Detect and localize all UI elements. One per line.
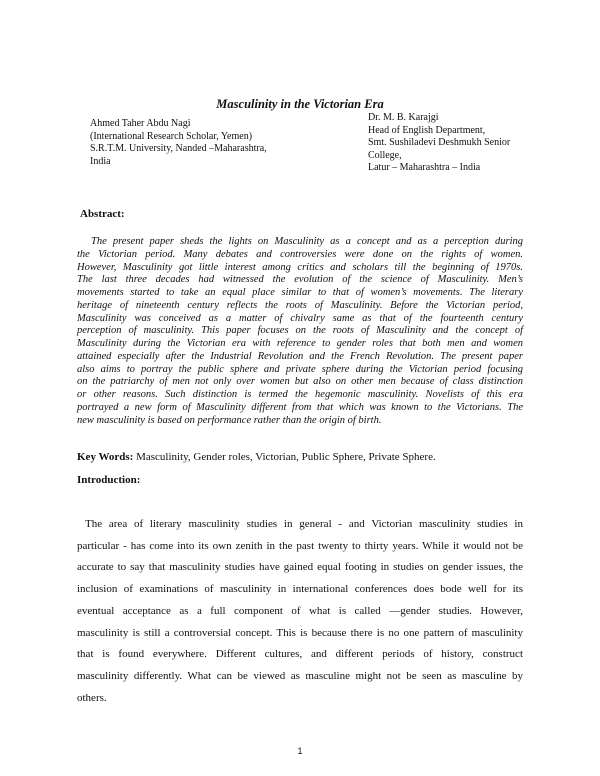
text-line: masculinity is still a controversial concept. This is because there is no one pattern of masculinity bbox=[77, 626, 523, 639]
text-line: also aims to portray the public sphere and private sphere during the Victorian period focusing bbox=[77, 363, 523, 375]
text-line: heritage of nineteenth century reflects the roots of Masculinity. Before the Victorian period, bbox=[77, 299, 523, 311]
text-line: masculinity differently. What can be viewed as masculine might not be seen as masculine by bbox=[77, 669, 523, 682]
author-line: Dr. M. B. Karajgi bbox=[368, 112, 439, 123]
text-line: The present paper sheds the lights on Masculinity as a concept and as a perception during bbox=[91, 236, 523, 247]
keywords bbox=[77, 451, 436, 463]
author-line: (International Research Scholar, Yemen) bbox=[90, 130, 253, 142]
introduction-heading: Introduction: bbox=[77, 474, 141, 486]
text-line: inclusion of examinations of masculinity in international conferences does bode well for its bbox=[77, 583, 523, 596]
text-line: perception of masculinity. This paper focuses on the roots of Masculinity and the concept of bbox=[77, 325, 523, 337]
text-line: Masculinity during the Victorian era with reference to gender roles that both men and women bbox=[77, 338, 523, 349]
keywords-text: Masculinity, Gender roles, Victorian, Public Sphere, Private Sphere. bbox=[133, 451, 436, 463]
author-left-block bbox=[90, 118, 267, 168]
author-line: Latur – Maharashtra – India bbox=[368, 162, 481, 174]
text-line: eventual acceptance as a full component of what is called ―gender studies. However, bbox=[77, 604, 523, 617]
abstract-paragraph bbox=[77, 236, 523, 427]
author-line: India bbox=[90, 155, 111, 167]
text-line: Masculinity was conceived as a matter of chivalry same as that of the fourteenth century bbox=[77, 312, 523, 324]
abstract-heading: Abstract: bbox=[80, 208, 125, 220]
text-line: The area of literary masculinity studies in general - and Victorian masculinity studies in bbox=[85, 518, 523, 530]
introduction-paragraph bbox=[77, 514, 523, 709]
author-line: College, bbox=[368, 149, 402, 161]
text-line: the Victorian period. Many debates and controversies were done on the rights of women. bbox=[77, 248, 523, 260]
text-line: new masculinity is based on performance rather than the origin of birth. bbox=[77, 414, 382, 426]
text-line: accurate to say that masculinity studies have gained equal footing in studies on gender issues, the bbox=[77, 561, 523, 574]
paper-title: Masculinity in the Victorian Era bbox=[216, 97, 384, 111]
page-number: 1 bbox=[297, 746, 303, 756]
text-line: movements started to take an equal place similar to that of women’s movements. The literary bbox=[77, 287, 523, 298]
author-line: Head of English Department, bbox=[368, 124, 486, 136]
text-line: The last three decades had witnessed the evolution of the science of Masculinity. Men’s bbox=[77, 274, 523, 286]
text-line: others. bbox=[77, 691, 107, 704]
text-line: However, Masculinity got little interest among critics and scholars till the beginning of 1970s. bbox=[77, 261, 523, 273]
author-line: Smt. Sushiladevi Deshmukh Senior bbox=[368, 137, 511, 149]
author-line: Ahmed Taher Abdu Nagi bbox=[90, 118, 191, 129]
author-line: S.R.T.M. University, Nanded –Maharashtra, bbox=[90, 143, 267, 155]
author-right-block bbox=[368, 112, 510, 175]
text-line: portrayed a new form of Masculinity different from that which was known to the Victorians. The bbox=[77, 401, 523, 413]
text-line: particular - has come into its own zenith in the past twenty to thirty years. While it would not be bbox=[77, 539, 523, 552]
text-line: or other reasons. Such distinction is termed the hegemonic masculinity. Novelists of this era bbox=[77, 389, 523, 400]
text-line: on the patriarchy of men not only over women but also on other men because of class distinction bbox=[77, 376, 523, 388]
text-line: that is found everywhere. Different cultures, and different periods of history, construct bbox=[77, 648, 523, 661]
keywords-label: Key Words: bbox=[77, 451, 134, 463]
text-line: attained especially after the Industrial Revolution and the French Revolution. The present paper bbox=[77, 350, 523, 362]
